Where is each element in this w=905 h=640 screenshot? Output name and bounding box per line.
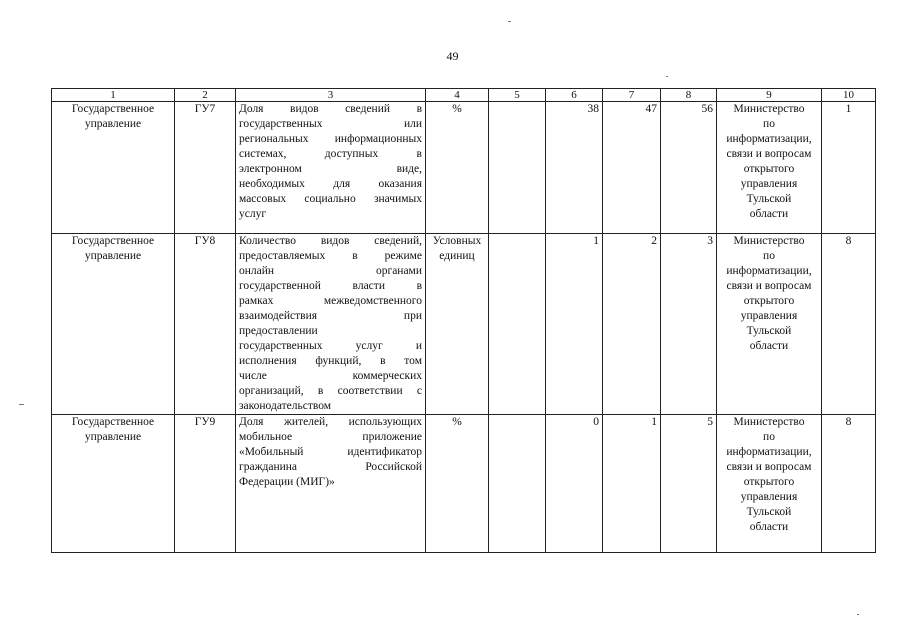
responsible-cell [717,415,822,553]
scan-speck [666,76,668,77]
value-cell: 56 [661,102,717,234]
responsible-line: по [763,431,775,443]
unit-line: единиц [439,250,475,262]
column-number: 2 [175,89,236,102]
code-cell: ГУ8 [175,234,236,415]
page-number: 49 [446,49,459,63]
unit-line: Условных [432,235,482,247]
responsible-line: информатизации, [726,133,812,145]
description-line: необходимых для оказания [239,178,422,190]
empty-cell [489,102,546,234]
description-line: услуг [239,208,267,220]
column-10-cell: 8 [822,415,876,553]
responsible-line: Министерство [733,416,805,428]
column-number: 10 [822,89,876,102]
description-line: исполнения функций, в том [239,355,422,367]
value-cell: 1 [546,234,603,415]
responsible-line: Тульской [746,193,792,205]
value-cell: 5 [661,415,717,553]
responsible-line: связи и вопросам [726,280,812,292]
description-cell [236,102,426,234]
description-line: законодательством [239,400,332,412]
responsible-line: связи и вопросам [726,461,812,473]
table-row [52,102,876,234]
area-cell [52,102,175,234]
column-number: 9 [717,89,822,102]
responsible-line: Тульской [746,506,792,518]
column-number-row [52,89,876,102]
responsible-line: управления [740,178,798,190]
responsible-line: Министерство [733,103,805,115]
value-cell: 1 [603,415,661,553]
description-line: Количество видов сведений, [239,235,422,247]
empty-cell [489,234,546,415]
unit-cell [426,415,489,553]
description-line: государственной власти в [239,280,422,292]
description-line: Федерации (МИГ)» [239,476,335,488]
unit-line: % [452,416,462,428]
area-line: управление [84,431,142,443]
area-cell [52,234,175,415]
responsible-cell [717,234,822,415]
area-cell [52,415,175,553]
description-line: государственных услуг и [239,340,422,352]
description-line: государственных или [239,118,422,130]
code-cell: ГУ9 [175,415,236,553]
column-number: 4 [426,89,489,102]
description-line: рамках межведомственного [239,295,422,307]
scan-speck [857,614,859,615]
responsible-line: области [749,340,789,352]
responsible-line: открытого [743,295,795,307]
area-line: Государственное [71,416,155,428]
value-cell: 38 [546,102,603,234]
indicator-table [51,88,876,553]
area-line: Государственное [71,103,155,115]
description-line: электронном виде, [239,163,422,175]
value-cell: 0 [546,415,603,553]
column-number: 7 [603,89,661,102]
responsible-line: по [763,250,775,262]
description-line: мобильное приложение [239,431,422,443]
unit-cell [426,102,489,234]
responsible-line: управления [740,491,798,503]
responsible-line: связи и вопросам [726,148,812,160]
description-cell [236,234,426,415]
responsible-line: области [749,208,789,220]
responsible-line: информатизации, [726,265,812,277]
responsible-line: Тульской [746,325,792,337]
empty-cell [489,415,546,553]
table-row [52,415,876,553]
responsible-line: области [749,521,789,533]
description-line: Доля видов сведений в [239,103,422,115]
description-line: предоставляемых в режиме [239,250,422,262]
description-line: числе коммерческих [239,370,422,382]
column-number: 3 [236,89,426,102]
column-10-cell: 1 [822,102,876,234]
description-cell [236,415,426,553]
unit-cell [426,234,489,415]
code-cell: ГУ7 [175,102,236,234]
column-number: 8 [661,89,717,102]
column-number: 5 [489,89,546,102]
description-line: взаимодействия при [239,310,422,322]
description-line: массовых социально значимых [239,193,422,205]
area-line: управление [84,118,142,130]
column-10-cell: 8 [822,234,876,415]
unit-line: % [452,103,462,115]
responsible-line: управления [740,310,798,322]
value-cell: 47 [603,102,661,234]
column-number: 6 [546,89,603,102]
area-line: Государственное [71,235,155,247]
description-line: предоставлении [239,325,318,337]
scan-speck [508,21,511,22]
description-line: организаций, в соответствии с [239,385,422,397]
value-cell: 2 [603,234,661,415]
value-cell: 3 [661,234,717,415]
responsible-line: информатизации, [726,446,812,458]
responsible-line: открытого [743,476,795,488]
column-number: 1 [52,89,175,102]
responsible-line: Министерство [733,235,805,247]
scan-speck [19,404,24,405]
area-line: управление [84,250,142,262]
description-line: системах, доступных в [239,148,422,160]
responsible-line: открытого [743,163,795,175]
description-line: Доля жителей, использующих [239,416,422,428]
description-line: онлайн органами [239,265,422,277]
description-line: региональных информационных [239,133,422,145]
description-line: гражданина Российской [239,461,422,473]
responsible-cell [717,102,822,234]
responsible-line: по [763,118,775,130]
description-line: «Мобильный идентификатор [239,446,422,458]
table-row [52,234,876,415]
